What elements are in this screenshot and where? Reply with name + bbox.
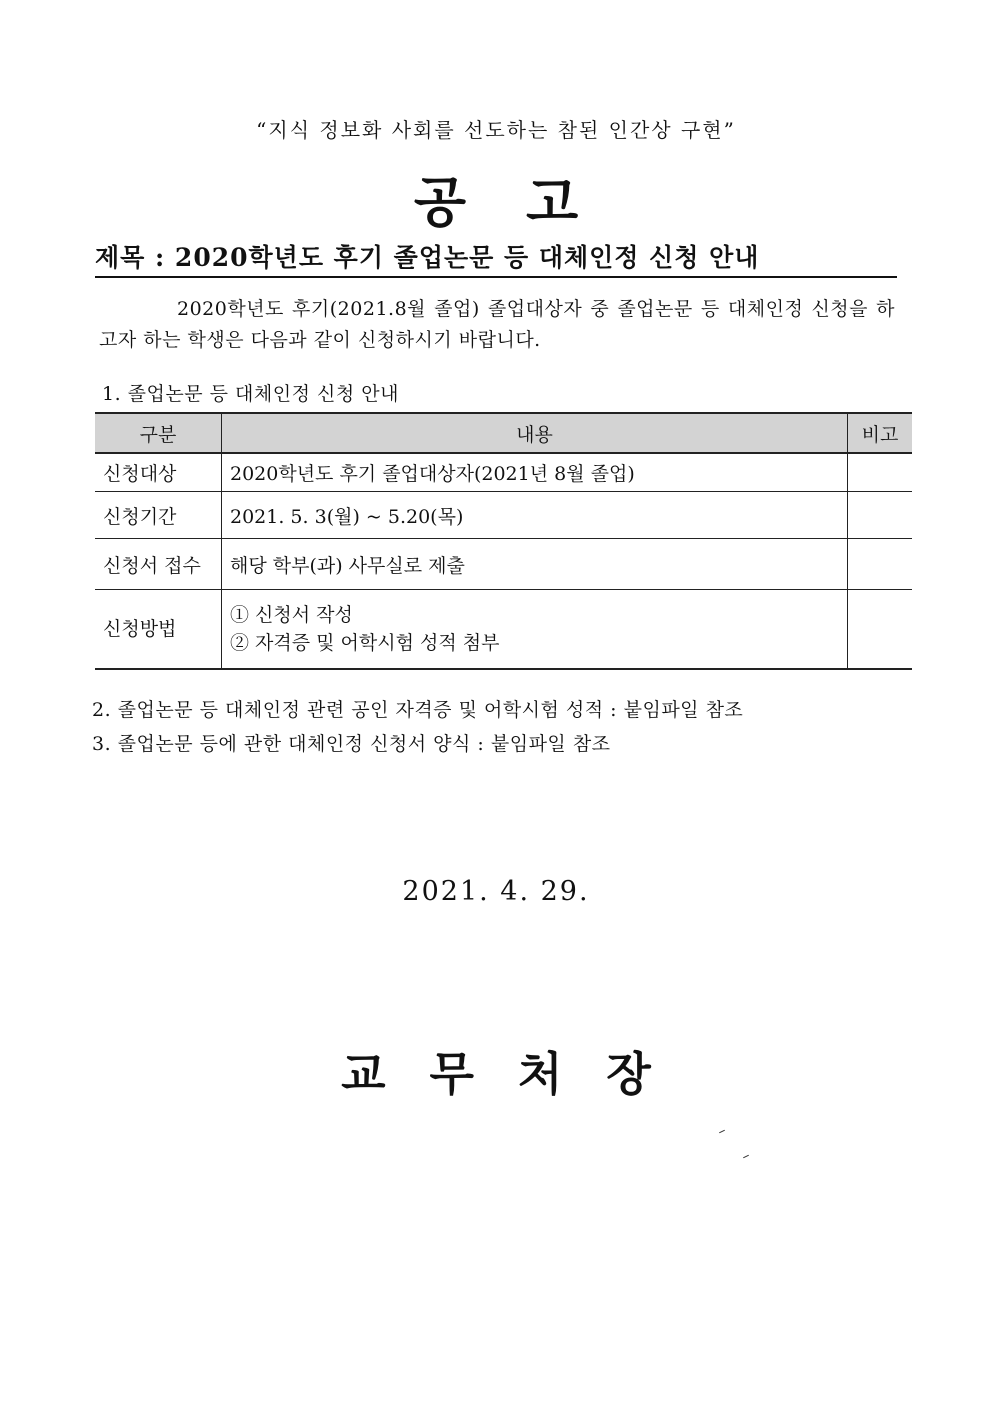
table-row [95,590,912,670]
method-step-2: ② 자격증 및 어학시험 성적 첨부 [230,632,500,654]
row-label: 신청서 접수 [95,539,222,590]
subject-line: 제목 : 2020학년도 후기 졸업논문 등 대체인정 신청 안내 [95,238,897,278]
announcement-date: 2021. 4. 29. [402,876,590,907]
application-info-table [95,412,912,670]
row-content [222,590,848,670]
table-row [95,453,912,492]
table-row [95,539,912,590]
note-3: 3. 졸업논문 등에 관한 대체인정 신청서 양식 : 붙임파일 참조 [92,733,611,755]
method-step-1: ① 신청서 작성 [230,604,353,626]
signer-title: 교무처장 [341,1047,695,1101]
announcement-heading: 공고 [413,170,639,234]
row-note [848,453,913,492]
row-note [848,590,913,670]
row-content: 2021. 5. 3(월) ~ 5.20(목) [222,492,848,539]
header-category: 구분 [95,413,222,453]
intro-paragraph: 2020학년도 후기(2021.8월 졸업) 졸업대상자 중 졸업논문 등 대체인정 신청을 하고자 하는 학생은 다음과 같이 신청하시기 바랍니다. [99,298,895,351]
row-content: 2020학년도 후기 졸업대상자(2021년 8월 졸업) [222,453,848,492]
header-remarks: 비고 [848,413,913,453]
row-label: 신청기간 [95,492,222,539]
table-header-row [95,413,912,453]
stamp-mark [719,1130,725,1133]
stamp-mark [743,1155,749,1158]
table-row [95,492,912,539]
row-label: 신청방법 [95,590,222,670]
header-content: 내용 [222,413,848,453]
row-note [848,539,913,590]
motto: “지식 정보화 사회를 선도하는 참된 인간상 구현” [256,118,736,142]
row-label: 신청대상 [95,453,222,492]
note-2: 2. 졸업논문 등 대체인정 관련 공인 자격증 및 어학시험 성적 : 붙임파일 참조 [92,699,744,721]
row-content: 해당 학부(과) 사무실로 제출 [222,539,848,590]
row-note [848,492,913,539]
section-1-title: 1. 졸업논문 등 대체인정 신청 안내 [102,383,399,405]
